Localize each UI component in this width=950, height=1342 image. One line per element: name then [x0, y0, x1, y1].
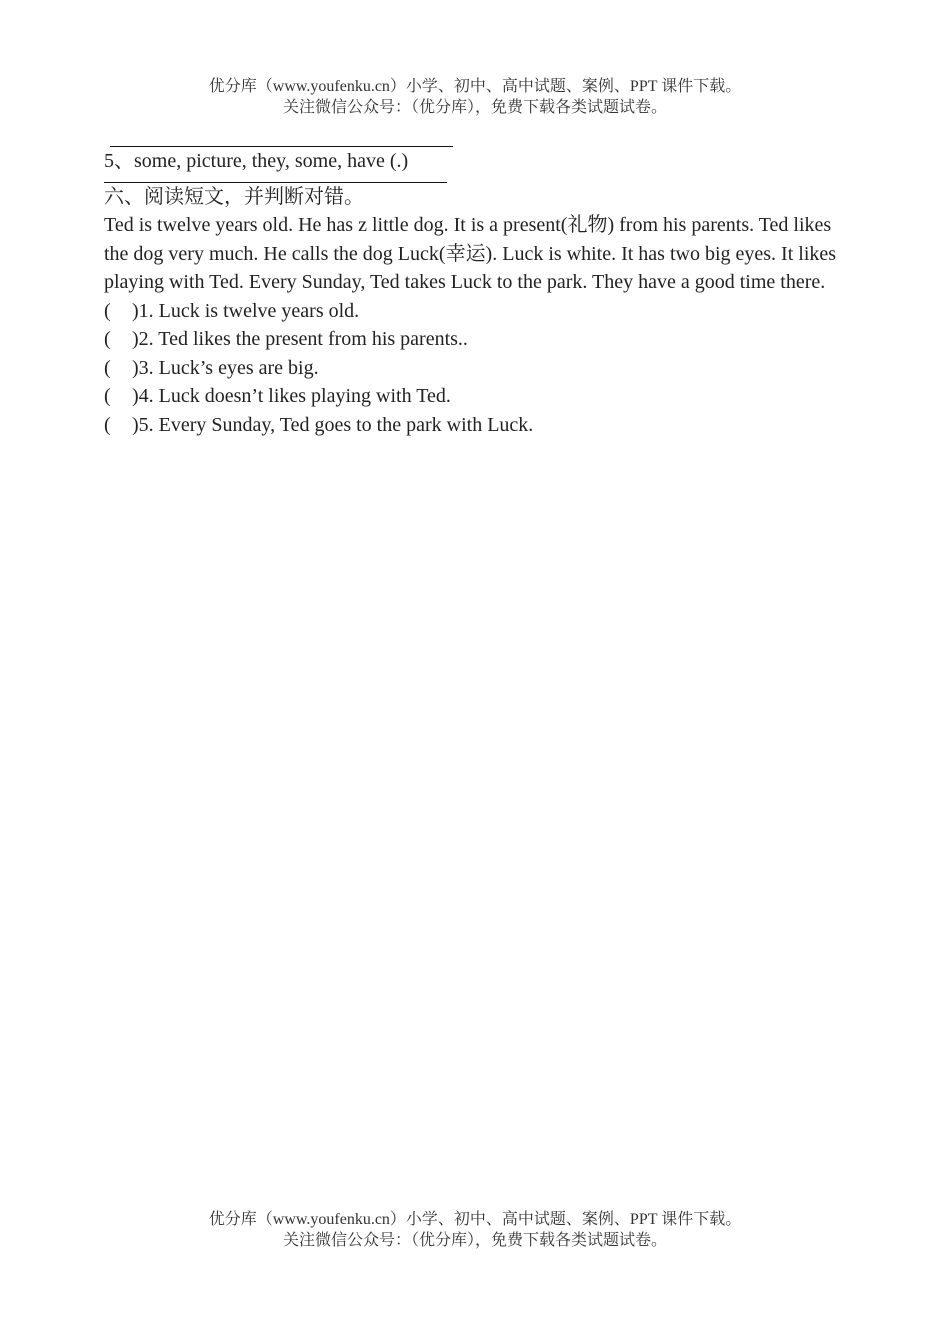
judgement-statement: )4. Luck doesn’t likes playing with Ted. — [132, 385, 451, 407]
answer-bracket: ( — [104, 299, 111, 322]
judgement-statement: )5. Every Sunday, Ted goes to the park with Luck. — [132, 413, 534, 436]
judgement-item-3 — [104, 354, 844, 383]
answer-bracket: ( — [104, 385, 111, 407]
page-footer — [0, 1209, 950, 1251]
page-header — [0, 76, 950, 118]
answer-bracket: ( — [104, 356, 111, 379]
judgement-item-4 — [104, 382, 844, 411]
worksheet-content — [104, 140, 844, 439]
judgement-item-5 — [104, 411, 844, 440]
judgement-item-1 — [104, 297, 844, 326]
judgement-statement: )3. Luck’s eyes are big. — [132, 356, 319, 379]
judgement-statement: )1. Luck is twelve years old. — [132, 299, 360, 322]
reading-passage: Ted is twelve years old. He has z little dog. It is a present(礼物) from his parents. Ted likes the dog very much. He calls the dog Luck(幸运). Luck is white. It has two big eyes. It likes playing with Ted. Every Sunday, Ted takes Luck to the park. They have a good time there. — [104, 214, 837, 293]
footer-line-2: 关注微信公众号：（优分库），免费下载各类试题试卷。 — [282, 1232, 667, 1249]
section-6-title: 六、阅读短文，并判断对错。 — [104, 185, 364, 208]
answer-bracket: ( — [104, 328, 111, 350]
header-line-1: 优分库（www.youfenku.cn）小学、初中、高中试题、案例、PPT 课件下载。 — [208, 78, 742, 95]
header-line-2: 关注微信公众号：（优分库），免费下载各类试题试卷。 — [282, 99, 667, 116]
judgement-item-2 — [104, 325, 844, 354]
question-5: 5、some, picture, they, some, have (.) — [104, 150, 409, 172]
answer-bracket: ( — [104, 413, 111, 436]
judgement-statement: )2. Ted likes the present from his parents.. — [132, 328, 468, 350]
footer-line-1: 优分库（www.youfenku.cn）小学、初中、高中试题、案例、PPT 课件下载。 — [208, 1211, 742, 1228]
